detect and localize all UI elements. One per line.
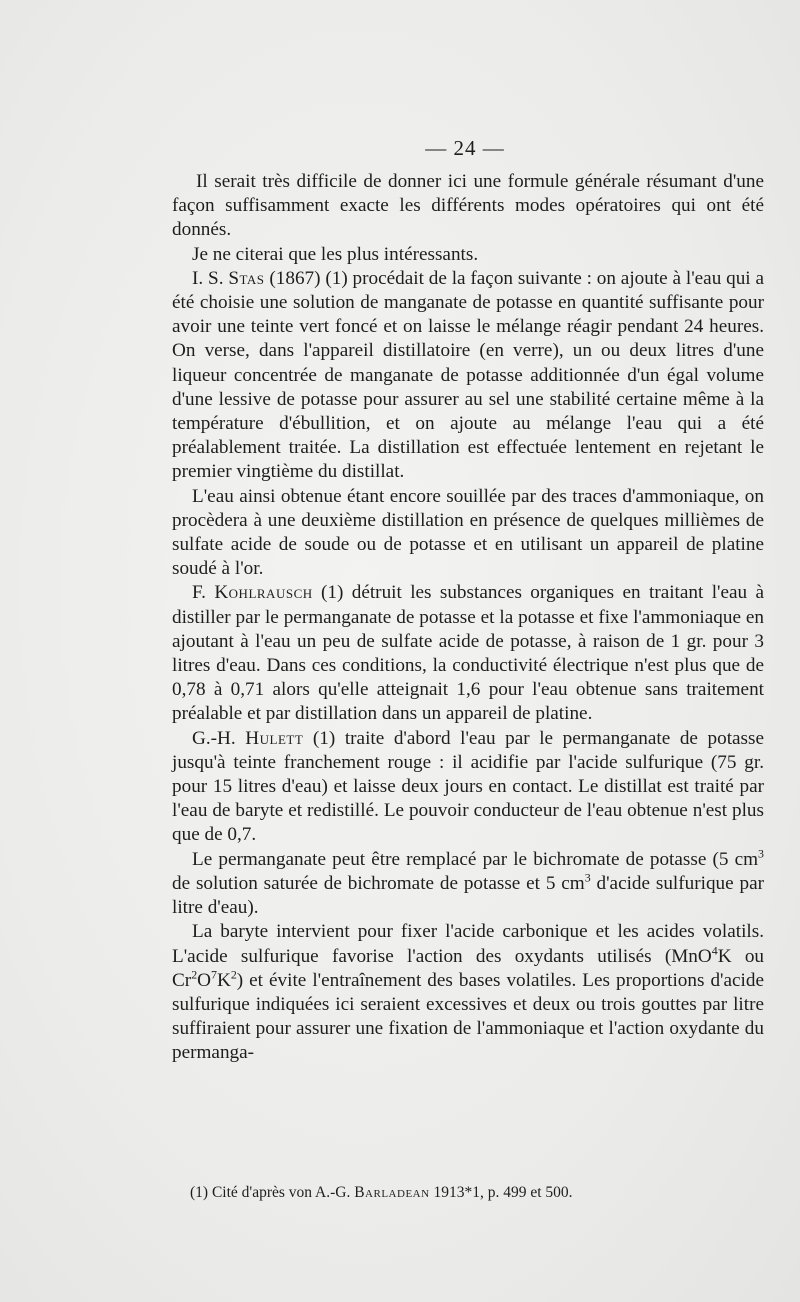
paragraph-kohlrausch-text: (1) détruit les substances organiques en traitant l'eau à distiller par le permanganate de potasse et la potasse et fixe l'ammoniaque en ajoutant à l'eau un peu de sulfate acide de potasse, à raison de 1 gr. pour 3 litres d'eau. Dans ces conditions, la conductivité électrique n'est plus que de 0,78 à 0,71 alors qu'elle atteignait 1,6 pour l'eau obtenue sans traitement préalable et par distillation dans un appareil de platine.: [172, 582, 765, 725]
superscript: 4: [711, 943, 718, 958]
paragraph-bichromate-part-b: de solution saturée de bichromate de potasse et 5 cm: [172, 872, 585, 894]
paragraph-2: Je ne citerai que les plus intéressants.: [192, 243, 479, 265]
paragraph-stas-text: (1867) (1) procédait de la façon suivante : on ajoute à l'eau qui a été choisie une solution de manganate de potasse en quantité suffisante pour avoir une teinte vert foncé et on laisse le mélange réagir pendant 24 heures. On verse, dans l'appareil distillatoire (en verre), un ou deux litres d'une liqueur concentrée de manganate de potasse additionnée d'un égal volume d'une lessive de potasse pour assurer au sel une stabilité certaine même à la température d'ébullition, et on ajoute au mélange l'eau qui a été préalablement traitée. La distillation est effectuée lentement en rejetant le premier vingtième du distillat.: [172, 267, 764, 483]
paragraph-baryte: [172, 920, 764, 1065]
author-name-stas: Stas: [228, 267, 265, 289]
paragraph-bichromate-part-a: Le permanganate peut être remplacé par le bichromate de potasse (5 cm: [192, 848, 759, 870]
body-text: [172, 170, 764, 1066]
paragraph-baryte-part-a: La baryte intervient pour fixer l'acide carbonique et les acides volatils. L'acide sulfurique favorise l'action des oxydants utilisés (MnO: [172, 921, 764, 967]
paragraph-ammoniaque: L'eau ainsi obtenue étant encore souillée par des traces d'ammoniaque, on procèdera à une deuxième distillation en présence de quelques millièmes de sulfate acide de soude ou de potasse et en utilisant un appareil de platine soudé à l'or.: [172, 485, 764, 580]
author-name-hulett: Hulett: [245, 727, 304, 749]
footnote-prefix: (1) Cité d'après von A.-G.: [190, 1184, 355, 1201]
paragraph-baryte-part-d: K: [216, 969, 231, 991]
footnote-suffix: 1913*1, p. 499 et 500.: [429, 1184, 573, 1201]
paragraph-baryte-part-c: O: [197, 969, 211, 991]
paragraph-bichromate-part-c: d'acide sulfurique par litre d'eau).: [172, 872, 765, 919]
paragraph-hulett-text: (1) traite d'abord l'eau par le permanganate de potasse jusqu'à teinte franchement rouge : il acidifie par l'acide sulfurique (75 gr. pour 15 litres d'eau) et laisse deux jours en contact. Le distillat est traité par l'eau de baryte et redistillé. Le pouvoir conducteur de l'eau obtenue n'est plus que de 0,7.: [172, 727, 764, 846]
superscript: 7: [211, 967, 217, 982]
footnote: [190, 1183, 770, 1203]
paragraph-hulett: [172, 727, 764, 848]
paragraph-kohlrausch: [172, 581, 764, 726]
paragraph-hulett-lead: G.-H.: [192, 727, 246, 749]
superscript: 3: [584, 870, 591, 885]
superscript: 2: [230, 967, 237, 982]
paragraph-1: Il serait très difficile de donner ici une formule générale résumant d'une façon suffisamment exacte les différents modes opératoires qui ont été donnés.: [172, 171, 764, 241]
paragraph-stas-lead: I. S.: [192, 267, 229, 289]
paragraph-baryte-part-e: ) et évite l'entraînement des bases volatiles. Les proportions d'acide sulfurique indiquées ici seraient excessives et deux ou trois gouttes par litre suffiraient pour assurer une fixation de l'ammoniaque et l'action oxydante du permanga-: [172, 969, 764, 1064]
footnote-author-name: Barladean: [354, 1184, 430, 1201]
author-name-kohlrausch: Kohlrausch: [214, 582, 313, 604]
paragraph-bichromate: [172, 848, 764, 921]
superscript: 2: [191, 967, 198, 982]
paragraph-baryte-part-b: K ou Cr: [172, 945, 765, 991]
paragraph-stas: [172, 267, 764, 485]
superscript: 3: [758, 846, 764, 861]
paragraph-kohlrausch-lead: F.: [192, 582, 215, 604]
page-number: — 24 —: [425, 136, 505, 160]
